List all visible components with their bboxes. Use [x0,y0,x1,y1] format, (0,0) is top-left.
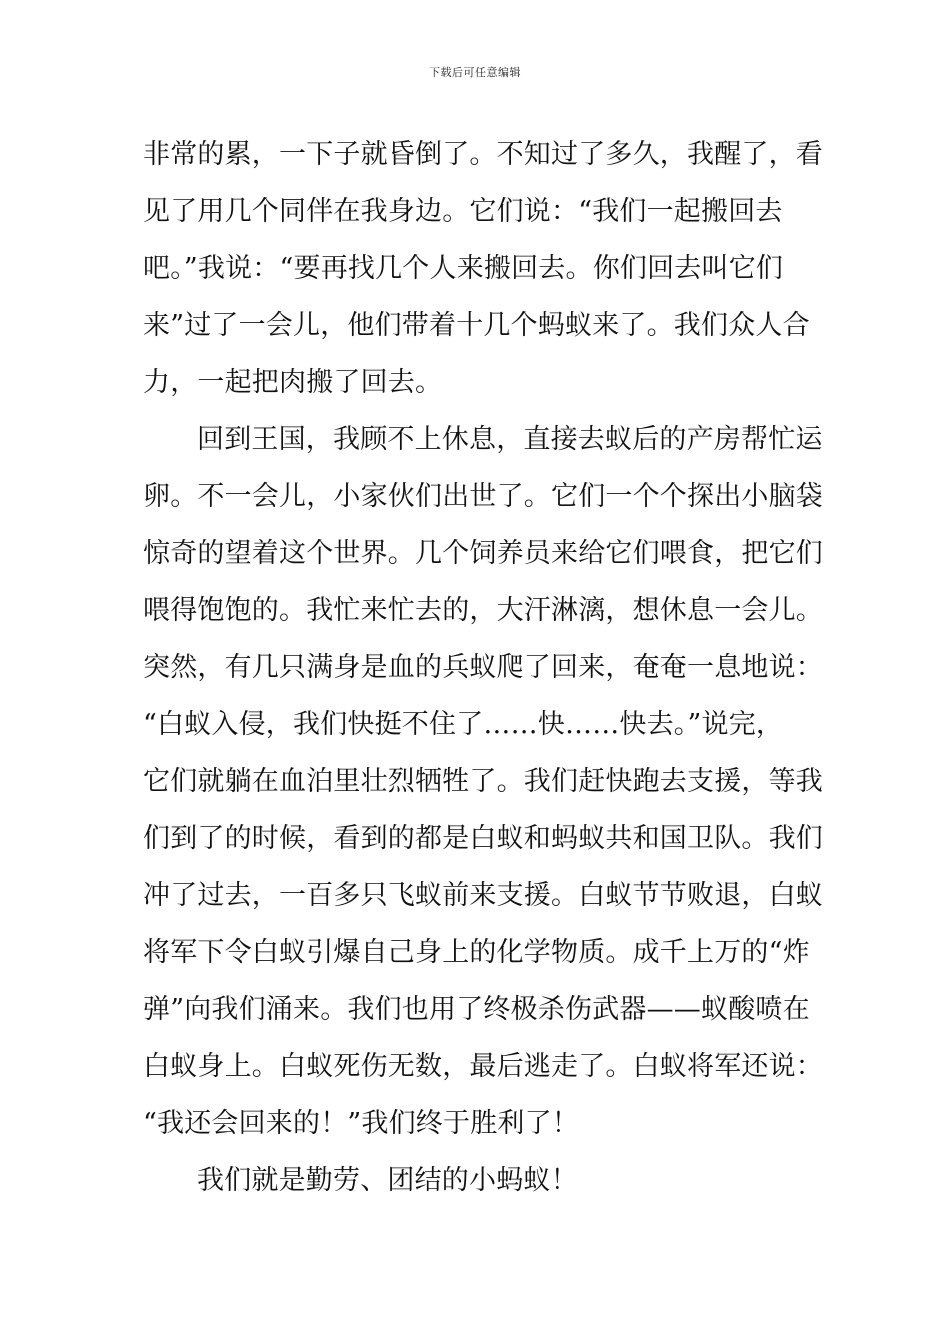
text-line: 吧。”我说：“要再找几个人来搬回去。你们回去叫它们 [143,253,784,284]
text-line: 它们就躺在血泊里壮烈牺牲了。我们赶快跑去支援，等我 [143,766,823,797]
page-header: 下载后可任意编辑 [429,66,521,79]
text-line: 见了用几个同伴在我身边。它们说：“我们一起搬回去 [143,196,783,227]
text-line: 将军下令白蚁引爆自己身上的化学物质。成千上万的“炸 [143,937,810,968]
text-line: “白蚁入侵，我们快挺不住了……快……快去。”说完， [143,709,784,740]
text-line: 白蚁身上。白蚁死伤无数，最后逃走了。白蚁将军还说： [143,1051,823,1082]
article-body [143,126,823,1209]
text-line: 弹”向我们涌来。我们也用了终极杀伤武器——蚁酸喷在 [143,994,810,1025]
text-line: 惊奇的望着这个世界。几个饲养员来给它们喂食，把它们 [143,538,823,569]
text-line: 们到了的时候，看到的都是白蚁和蚂蚁共和国卫队。我们 [143,823,823,854]
text-line: 卵。不一会儿，小家伙们出世了。它们一个个探出小脑袋 [143,481,823,512]
text-line: 力，一起把肉搬了回去。 [143,367,443,398]
text-line: 来”过了一会儿，他们带着十几个蚂蚁来了。我们众人合 [143,310,810,341]
paragraph-start-line: 我们就是勤劳、团结的小蚂蚁！ [197,1165,578,1196]
text-line: 突然，有几只满身是血的兵蚁爬了回来，奄奄一息地说： [143,652,823,683]
text-line: “我还会回来的！”我们终于胜利了！ [143,1108,580,1139]
paragraph-start-line: 回到王国，我顾不上休息，直接去蚁后的产房帮忙运 [197,424,823,455]
text-line: 非常的累，一下子就昏倒了。不知过了多久，我醒了，看 [143,139,823,170]
text-line: 冲了过去，一百多只飞蚁前来支援。白蚁节节败退，白蚁 [143,880,823,911]
text-line: 喂得饱饱的。我忙来忙去的，大汗淋漓，想休息一会儿。 [143,595,823,626]
